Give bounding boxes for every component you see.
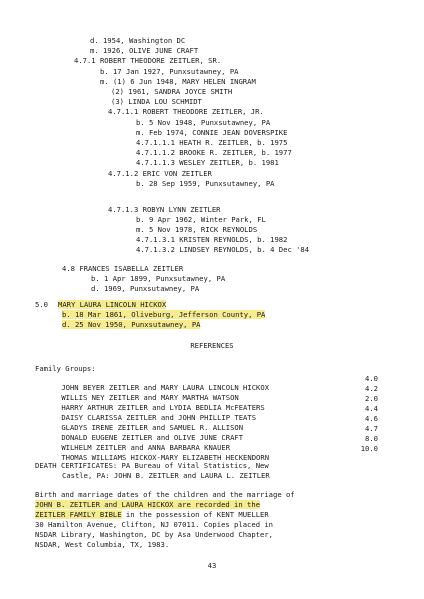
genealogy-line: m. 1926, OLIVE JUNE CRAFT <box>90 46 199 55</box>
family-group-name: DAISY CLARISSA ZEITLER and JOHN PHILLIP TEATS <box>61 413 257 423</box>
genealogy-line: m. (1) 6 Jun 1948, MARY HELEN INGRAM <box>100 77 256 86</box>
genealogy-line: 4.7.1.2 ERIC VON ZEITLER <box>108 169 212 178</box>
family-group-ref: 4.6 <box>365 414 378 423</box>
death-certificates-line: Castle, PA: JOHN B. ZEITLER and LAURA L. ZEITLER <box>62 471 270 480</box>
death-certificates-line: DEATH CERTIFICATES: PA Bureau of Vital Statistics, New <box>35 461 269 470</box>
family-group-name: THOMAS WILLIAMS HICKOX-MARY ELIZABETH HECKENDORN <box>61 453 270 463</box>
family-group-name: WILLIS NEY ZEITLER and MARY MARTHA WATSON <box>61 393 239 403</box>
genealogy-line: 4.8 FRANCES ISABELLA ZEITLER <box>62 264 184 273</box>
bible-possession-text: in the possession of KENT MUELLER <box>121 510 269 519</box>
bible-reference-line: 30 Hamilton Avenue, Clifton, NJ 07011. Copies placed in <box>35 520 273 529</box>
bible-reference-line: NSDAR Library, Washington, DC by Asa Underwood Chapter, <box>35 530 273 539</box>
genealogy-line: (2) 1961, SANDRA JOYCE SMITH <box>111 87 233 96</box>
page-number: 43 <box>207 561 217 570</box>
section-name <box>58 300 166 309</box>
genealogy-line: b. 28 Sep 1959, Punxsutawney, PA <box>136 179 275 188</box>
genealogy-line: 4.7.1.3 ROBYN LYNN ZEITLER <box>108 205 221 214</box>
family-group-ref: 4.2 <box>365 384 378 393</box>
section-number: 5.0 <box>35 300 48 309</box>
family-group-ref: 8.0 <box>365 434 378 443</box>
family-group-name: DONALD EUGENE ZEITLER and OLIVE JUNE CRAFT <box>61 433 244 443</box>
family-group-ref: 4.0 <box>365 374 378 383</box>
family-group-ref: 10.0 <box>360 444 378 453</box>
references-heading: REFERENCES <box>190 341 234 350</box>
genealogy-line: 4.7.1.1.1 HEATH R. ZEITLER, b. 1975 <box>136 138 288 147</box>
bible-reference-line: Birth and marriage dates of the children and the marriage of <box>35 490 295 499</box>
bible-reference-line: NSDAR, West Columbia, TX, 1983. <box>35 540 170 549</box>
section-born <box>62 310 265 319</box>
genealogy-line: b. 9 Apr 1962, Winter Park, FL <box>136 215 266 224</box>
family-group-name: JOHN BEYER ZEITLER and MARY LAURA LINCOLN HICKOX <box>61 383 270 393</box>
family-group-ref: 2.0 <box>365 394 378 403</box>
family-groups-label: Family Groups: <box>35 364 96 373</box>
highlighted-name: MARY LAURA LINCOLN HICKOX <box>58 300 167 309</box>
family-group-ref: 4.4 <box>365 404 378 413</box>
highlighted-bible-title: ZEITLER FAMILY BIBLE <box>35 510 122 519</box>
genealogy-line: 4.7.1.3.1 KRISTEN REYNOLDS, b. 1982 <box>136 235 288 244</box>
section-died <box>62 320 200 329</box>
genealogy-line: 4.7.1.1.3 WESLEY ZEITLER, b. 1981 <box>136 158 279 167</box>
bible-reference-line <box>35 500 260 509</box>
genealogy-line: m. Feb 1974, CONNIE JEAN DOVERSPIKE <box>136 128 288 137</box>
genealogy-line: m. 5 Nov 1978, RICK REYNOLDS <box>136 225 258 234</box>
genealogy-line: b. 17 Jan 1927, Punxsutawney, PA <box>100 67 239 76</box>
genealogy-line: (3) LINDA LOU SCHMIDT <box>111 97 202 106</box>
bible-reference-line <box>35 510 269 519</box>
highlighted-bible-text: JOHN B. ZEITLER and LAURA HICKOX are recorded in the <box>35 500 261 509</box>
genealogy-line: 4.7.1.3.2 LINDSEY REYNOLDS, b. 4 Dec '84 <box>136 245 310 254</box>
highlighted-died: d. 25 Nov 1950, Punxsutawney, PA <box>62 320 201 329</box>
family-group-name: HARRY ARTHUR ZEITLER and LYDIA BEDLIA McFEATERS <box>61 403 265 413</box>
family-group-ref: 4.7 <box>365 424 378 433</box>
genealogy-line: 4.7.1.1.2 BROOKE R. ZEITLER, b. 1977 <box>136 148 292 157</box>
highlighted-born: b. 18 Mar 1861, Oliveburg, Jefferson County, PA <box>62 310 266 319</box>
genealogy-line: b. 5 Nov 1948, Punxsutawney, PA <box>136 118 271 127</box>
genealogy-line: 4.7.1.1 ROBERT THEODORE ZEITLER, JR. <box>108 107 264 116</box>
genealogy-line: d. 1954, Washington DC <box>90 36 186 45</box>
genealogy-line: b. 1 Apr 1899, Punxsutawney, PA <box>91 274 226 283</box>
genealogy-line: d. 1969, Punxsutawney, PA <box>91 284 200 293</box>
family-group-name: GLADYS IRENE ZEITLER and SAMUEL R. ALLISON <box>61 423 244 433</box>
family-group-name: WILHELM ZEITLER and ANNA BARBARA KNAUER <box>61 443 231 453</box>
genealogy-line: 4.7.1 ROBERT THEODORE ZEITLER, SR. <box>74 56 222 65</box>
